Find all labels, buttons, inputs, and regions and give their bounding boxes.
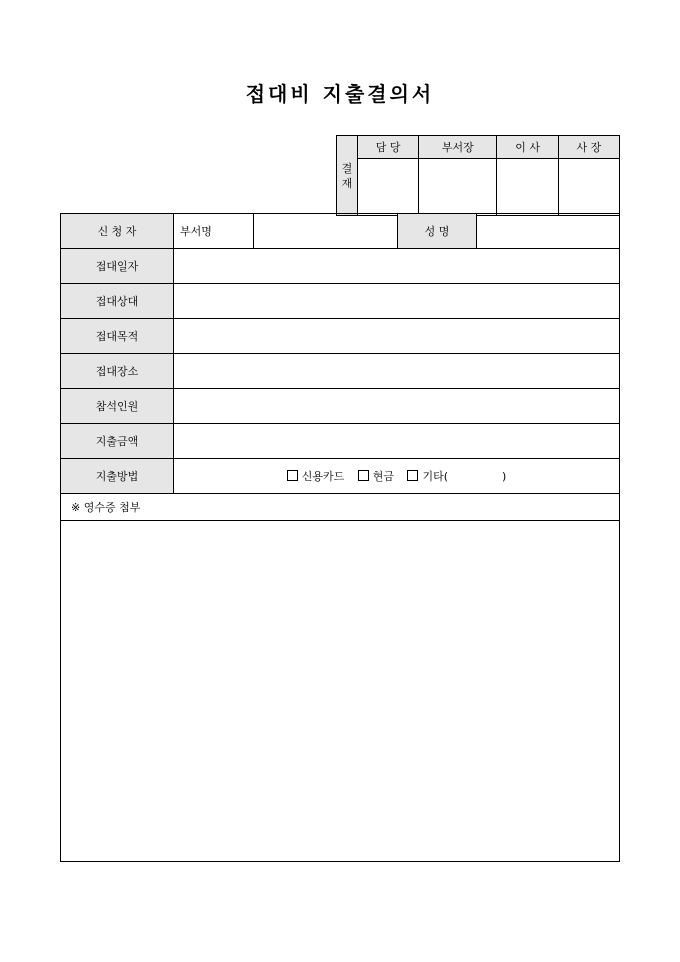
method-option-cash[interactable] — [358, 470, 394, 483]
row-label-method: 지출방법 — [61, 459, 174, 494]
checkbox-card[interactable] — [287, 470, 298, 481]
approval-table — [336, 135, 620, 216]
expense-form-table — [60, 213, 620, 862]
name-label: 성 명 — [398, 214, 477, 249]
dept-label: 부서명 — [174, 214, 254, 249]
amount-field[interactable] — [174, 424, 620, 459]
method-option-card[interactable] — [287, 470, 345, 483]
sign-box-director[interactable] — [497, 159, 558, 216]
approval-col-staff: 담 당 — [358, 136, 419, 159]
dept-field[interactable] — [254, 214, 398, 249]
attendees-field[interactable] — [174, 389, 620, 424]
row-label-date: 접대일자 — [61, 249, 174, 284]
applicant-label: 신 청 자 — [61, 214, 174, 249]
approval-side-label — [337, 136, 358, 216]
method-option-other[interactable] — [407, 470, 506, 483]
method-other-label: 기타( — [422, 470, 449, 483]
sign-box-manager[interactable] — [419, 159, 497, 216]
row-label-counterpart: 접대상대 — [61, 284, 174, 319]
purpose-field[interactable] — [174, 319, 620, 354]
method-cash-label: 현금 — [372, 470, 394, 483]
row-label-place: 접대장소 — [61, 354, 174, 389]
method-options — [174, 459, 620, 494]
method-card-label: 신용카드 — [301, 470, 345, 483]
date-field[interactable] — [174, 249, 620, 284]
place-field[interactable] — [174, 354, 620, 389]
approval-side-label-2: 재 — [341, 176, 353, 190]
approval-col-president: 사 장 — [558, 136, 619, 159]
row-label-attendees: 참석인원 — [61, 389, 174, 424]
sign-box-president[interactable] — [558, 159, 619, 216]
receipt-label: ※ 영수증 첨부 — [61, 494, 620, 521]
sign-box-staff[interactable] — [358, 159, 419, 216]
checkbox-cash[interactable] — [358, 470, 369, 481]
approval-col-manager: 부서장 — [419, 136, 497, 159]
counterpart-field[interactable] — [174, 284, 620, 319]
row-label-purpose: 접대목적 — [61, 319, 174, 354]
name-field[interactable] — [477, 214, 620, 249]
method-other-close: ) — [502, 470, 507, 483]
row-label-amount: 지출금액 — [61, 424, 174, 459]
approval-side-label-1: 결 — [341, 161, 353, 175]
approval-col-director: 이 사 — [497, 136, 558, 159]
document-title: 접대비 지출결의서 — [245, 82, 435, 106]
receipt-attachment-area[interactable] — [61, 521, 620, 862]
checkbox-other[interactable] — [407, 470, 418, 481]
